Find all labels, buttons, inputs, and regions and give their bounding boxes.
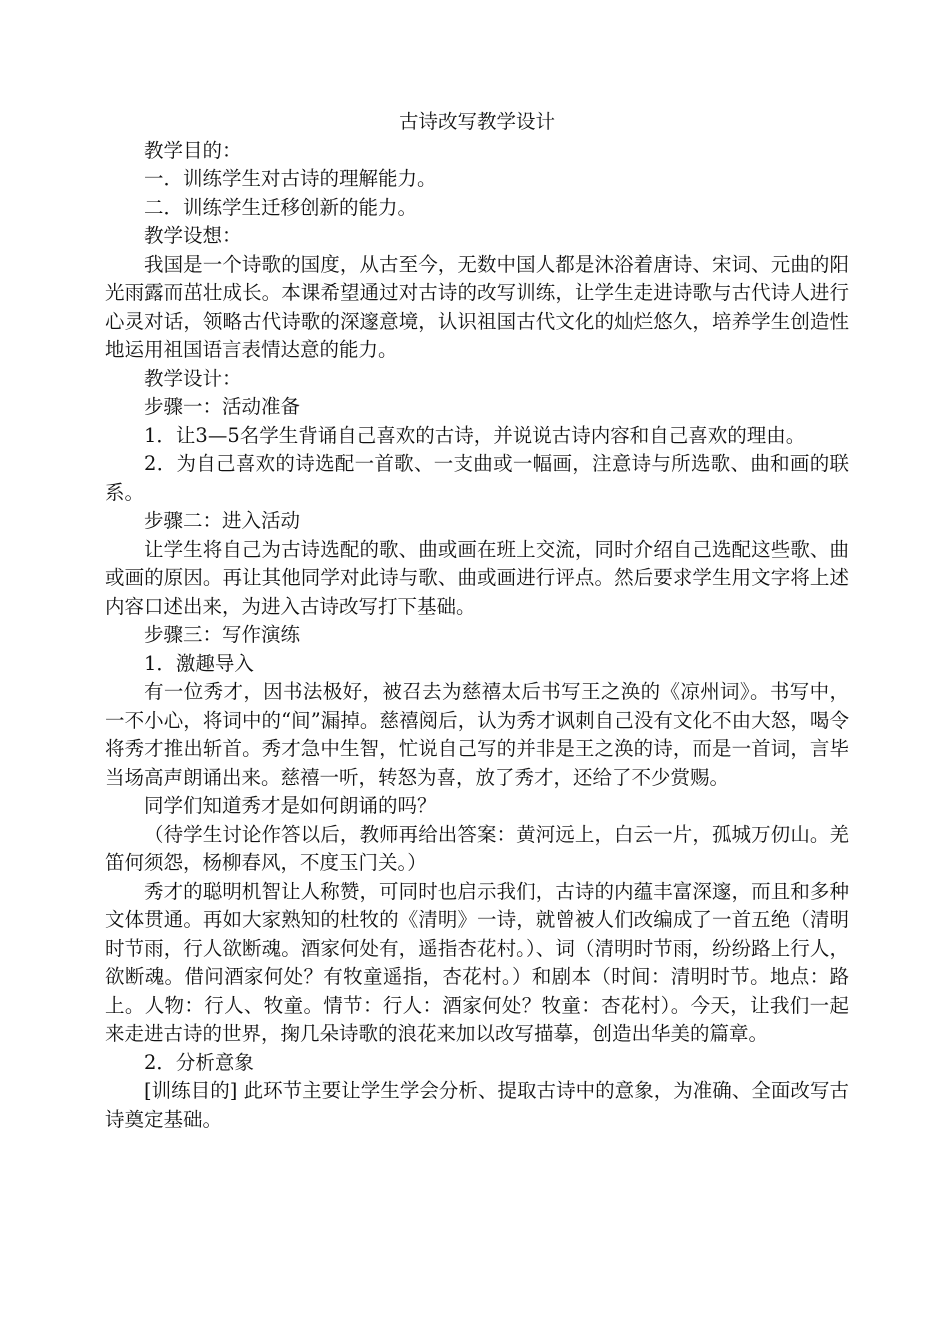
paragraph-step-3-heading: 步骤三：写作演练 <box>144 623 301 646</box>
paragraph-goal-1: 一．训练学生对古诗的理解能力。 <box>144 167 437 190</box>
paragraph-answer: （待学生讨论作答以后，教师再给出答案：黄河远上，白云一片，孤城万仞山。羌笛何须怨，杨柳春风，不度玉门关。） <box>105 822 849 874</box>
paragraph-step-1-item-1: 1．让3—5名学生背诵自己喜欢的古诗，并说说古诗内容和自己喜欢的理由。 <box>144 423 806 447</box>
paragraph-teaching-goal-heading: 教学目的： <box>144 138 242 162</box>
paragraph-step-3-item-2-heading: 2．分析意象 <box>144 1050 254 1074</box>
paragraph-teaching-idea-heading: 教学设想： <box>144 224 242 247</box>
paragraph-question: 同学们知道秀才是如何朗诵的吗？ <box>144 794 437 817</box>
paragraph-step-1-heading: 步骤一：活动准备 <box>144 395 301 418</box>
document-page <box>105 108 849 1134</box>
paragraph-story: 有一位秀才，因书法极好，被召去为慈禧太后书写王之涣的《凉州词》。书写中，一不小心，将词中的“间”漏掉。慈禧阅后，认为秀才讽刺自己没有文化不由大怒，喝令将秀才推出斩首。秀才急中生智，忙说自己写的并非是王之涣的诗，而是一首词，言毕当场高声朗诵出来。慈禧一听，转怒为喜，放了秀才，还给了不少赏赐。 <box>105 680 849 789</box>
document-title: 古诗改写教学设计 <box>398 110 555 133</box>
paragraph-step-3-item-1-heading: 1．激趣导入 <box>144 651 254 675</box>
paragraph-goal-2: 二．训练学生迁移创新的能力。 <box>144 195 418 219</box>
paragraph-inspiration: 秀才的聪明机智让人称赞，可同时也启示我们，古诗的内蕴丰富深邃，而且和多种文体贯通。再如大家熟知的杜牧的《清明》一诗，就曾被人们改编成了一首五绝（清明时节雨，行人欲断魂。酒家何处有，遥指杏花村。）、词（清明时节雨，纷纷路上行人，欲断魂。借问酒家何处？有牧童遥指，杏花村。）和剧本（时间：清明时节。地点：路上。人物：行人、牧童。情节：行人：酒家何处？牧童：杏花村）。今天，让我们一起来走进古诗的世界，掬几朵诗歌的浪花来加以改写描摹，创造出华美的篇章。 <box>105 879 849 1045</box>
paragraph-step-2-body: 让学生将自己为古诗选配的歌、曲或画在班上交流，同时介绍自己选配这些歌、曲或画的原因。再让其他同学对此诗与歌、曲或画进行评点。然后要求学生用文字将上述内容口述出来，为进入古诗改写打下基础。 <box>105 537 849 618</box>
paragraph-step-2-heading: 步骤二：进入活动 <box>144 509 301 532</box>
paragraph-step-1-item-2: 2．为自己喜欢的诗选配一首歌、一支曲或一幅画，注意诗与所选歌、曲和画的联系。 <box>105 452 849 504</box>
paragraph-teaching-idea: 我国是一个诗歌的国度，从古至今，无数中国人都是沐浴着唐诗、宋词、元曲的阳光雨露而茁壮成长。本课希望通过对古诗的改写训练，让学生走进诗歌与古代诗人进行心灵对话，领略古代诗歌的深邃意境，认识祖国古代文化的灿烂悠久，培养学生创造性地运用祖国语言表情达意的能力。 <box>105 252 849 361</box>
paragraph-training-goal: [训练目的] 此环节主要让学生学会分析、提取古诗中的意象，为准确、全面改写古诗奠定基础。 <box>105 1079 849 1131</box>
paragraph-teaching-design-heading: 教学设计： <box>144 366 242 390</box>
